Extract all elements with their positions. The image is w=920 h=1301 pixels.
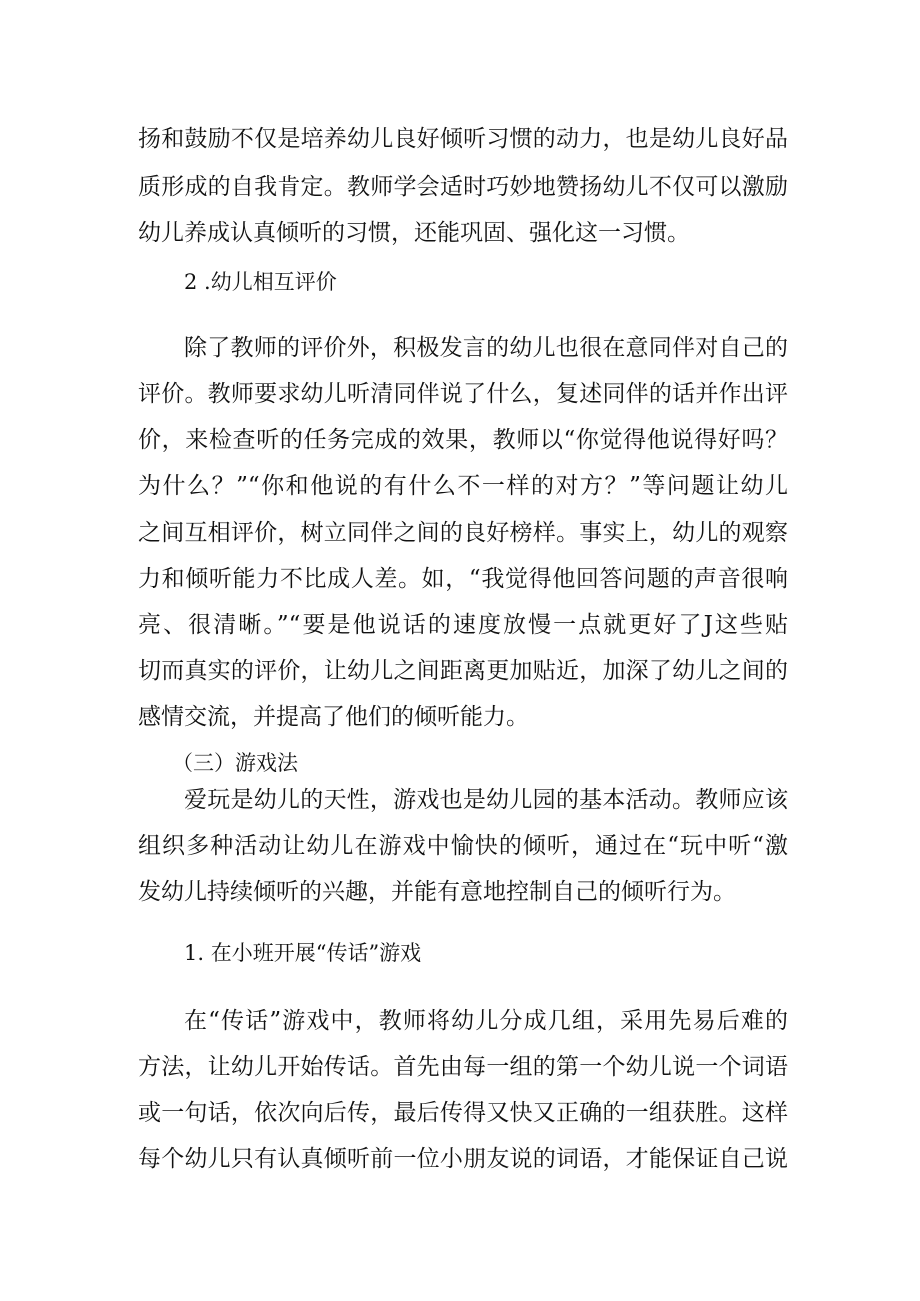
body-text-line: 在“传话”游戏中，教师将幼儿分成几组，采用先易后难的: [184, 1008, 788, 1034]
body-text-line: 之间互相评价，树立同伴之间的良好榜样。事实上，幼儿的观察: [138, 520, 788, 546]
body-text-line: 扬和鼓励不仅是培养幼儿良好倾听习惯的动力，也是幼儿良好品: [138, 126, 788, 152]
body-text-line: 或一句话，依次向后传，最后传得又快又正确的一组获胜。这样: [138, 1100, 788, 1126]
body-text-line: 切而真实的评价，让幼儿之间距离更加贴近，加深了幼儿之间的: [138, 658, 788, 684]
section-heading: （三）游戏法: [172, 751, 298, 775]
body-text-line: 感情交流，并提高了他们的倾听能力。: [138, 704, 529, 730]
body-text-line: 每个幼儿只有认真倾听前一位小朋友说的词语，才能保证自己说: [138, 1146, 788, 1172]
body-text-line: 幼儿养成认真倾听的习惯，还能巩固、强化这一习惯。: [138, 220, 690, 246]
body-text-line: 方法，让幼儿开始传话。首先由每一组的第一个幼儿说一个词语: [138, 1054, 788, 1080]
body-text-line: 除了教师的评价外，积极发言的幼儿也很在意同伴对自己的: [184, 335, 788, 361]
section-heading: 1. 在小班开展“传话”游戏: [184, 941, 422, 965]
body-text-line: 为什么？”“你和他说的有什么不一样的对方？”等问题让幼儿: [138, 473, 788, 499]
body-text-line: 力和倾听能力不比成人差。如，“我觉得他回答问题的声音很响: [138, 566, 788, 592]
body-text-line: 质形成的自我肯定。教师学会适时巧妙地赞扬幼儿不仅可以激励: [138, 174, 788, 200]
body-text-line: 爱玩是幼儿的天性，游戏也是幼儿园的基本活动。教师应该: [184, 787, 788, 813]
body-text-line: 亮、很清晰。”“要是他说话的速度放慢一点就更好了J这些贴: [138, 612, 788, 638]
body-text-line: 评价。教师要求幼儿听清同伴说了什么，复述同伴的话并作出评: [138, 381, 788, 407]
body-text-line: 组织多种活动让幼儿在游戏中愉快的倾听，通过在“玩中听“激: [138, 833, 788, 859]
body-text-line: 价，来检查听的任务完成的效果，教师以“你觉得他说得好吗？: [138, 427, 788, 453]
section-heading: 2 .幼儿相互评价: [184, 270, 337, 294]
body-text-line: 发幼儿持续倾听的兴趣，并能有意地控制自己的倾听行为。: [138, 879, 736, 905]
